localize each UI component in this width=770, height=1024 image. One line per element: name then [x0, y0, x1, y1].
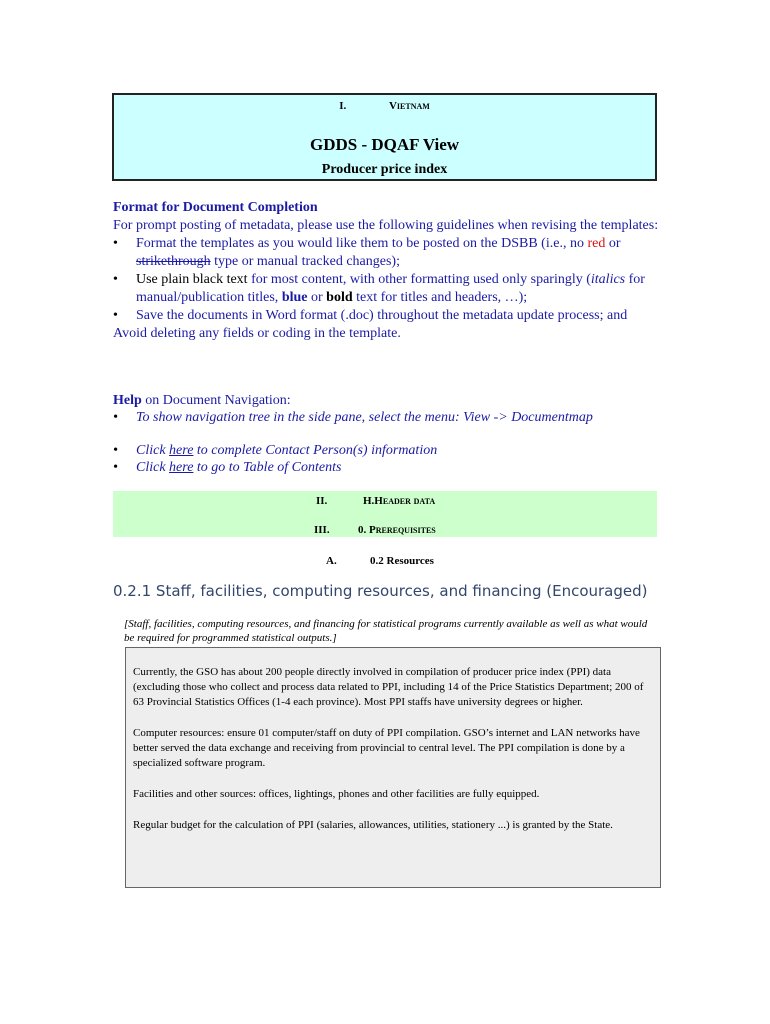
help-item-text: Click	[136, 443, 170, 458]
help-item	[113, 442, 673, 459]
subsection-title: 0.2.1 Staff, facilities, computing resources, and financing (Encouraged)	[113, 582, 648, 600]
table-of-contents-link[interactable]: here	[169, 460, 194, 475]
help-item-text: Click	[136, 460, 170, 475]
content-text-box[interactable]	[125, 647, 661, 888]
document-subtitle: Producer price index	[321, 162, 448, 177]
help-heading-text: on Document Navigation:	[141, 393, 291, 408]
document-header-box	[112, 93, 657, 181]
bullet-icon: •	[113, 236, 118, 251]
guidelines-list	[113, 235, 673, 325]
content-paragraph: Currently, the GSO has about 200 people directly involved in compilation of producer price index (PPI) data (excluding those who collect and process data related to PPI, including 14 of the Price Statistics Department; 200 of 63 Provincial Statistics Offices (1-4 each province). Most PPI staffs have university degrees or higher.	[133, 666, 644, 708]
section-title: 0. Prerequisites	[358, 524, 436, 536]
section-title: H.Header data	[363, 495, 436, 507]
strikethrough-sample-text: strikethrough	[136, 254, 211, 269]
guideline-item	[113, 235, 673, 271]
guideline-text: type or manual tracked changes);	[210, 254, 400, 269]
guidelines-title: Format for Document Completion	[113, 200, 318, 215]
section-number: III.	[314, 524, 330, 536]
document-title: GDDS - DQAF View	[309, 135, 460, 154]
help-label: Help	[113, 393, 142, 408]
guideline-text: Format the templates as you would like them to be posted on the DSBB (i.e., no	[136, 236, 588, 251]
help-item	[113, 459, 673, 476]
blue-sample-text: blue	[281, 290, 308, 305]
guidelines-intro: For prompt posting of metadata, please use the following guidelines when revising the templates:	[113, 218, 659, 233]
section-headers-box	[113, 491, 657, 537]
section-number: I.	[339, 100, 347, 112]
guideline-text: text for titles and headers, …);	[352, 290, 528, 305]
italics-sample-text: italics	[590, 272, 626, 287]
help-item	[113, 409, 673, 426]
guideline-text: Save the documents in Word format (.doc) throughout the metadata update process; and	[136, 308, 628, 323]
section-title: 0.2 Resources	[370, 555, 434, 567]
help-item-text: to go to Table of Contents	[193, 460, 342, 475]
bullet-icon: •	[113, 443, 118, 458]
navigation-help	[113, 392, 673, 476]
section-number: II.	[316, 495, 328, 507]
format-guidelines	[113, 199, 673, 343]
guideline-item	[113, 271, 673, 307]
bullet-icon: •	[113, 272, 118, 287]
content-paragraph: Computer resources: ensure 01 computer/staff on duty of PPI compilation. GSO’s internet and LAN networks have better served the data exchange and receiving from provincial to central level. The PPI compilation is done by a specialized software program.	[133, 727, 640, 769]
bullet-icon: •	[113, 410, 118, 425]
red-sample-text: red	[587, 236, 606, 251]
guidelines-outro: Avoid deleting any fields or coding in the template.	[113, 326, 401, 341]
guideline-text: for manual/publication titles,	[136, 272, 645, 305]
guideline-text: or	[605, 236, 621, 251]
plain-black-sample-text: Use plain black text	[136, 272, 248, 287]
contact-person-link[interactable]: here	[169, 443, 194, 458]
guideline-text: for most content, with other formatting used only sparingly (	[247, 272, 591, 287]
bullet-icon: •	[113, 308, 118, 323]
guideline-item	[113, 307, 673, 325]
country-name: Vietnam	[388, 100, 430, 112]
section-number: A.	[326, 555, 337, 567]
help-item-text: to complete Contact Person(s) information	[193, 443, 438, 458]
guideline-text: or	[307, 290, 327, 305]
content-paragraph: Facilities and other sources: offices, lightings, phones and other facilities are fully equipped.	[133, 788, 540, 800]
help-item-text: To show navigation tree in the side pane, select the menu: View -> Documentmap	[136, 410, 593, 425]
bold-sample-text: bold	[326, 290, 353, 305]
bullet-icon: •	[113, 460, 118, 475]
content-paragraph: Regular budget for the calculation of PPI (salaries, allowances, utilities, stationery ...) is granted by the State.	[133, 819, 613, 831]
subsection-instruction: [Staff, facilities, computing resources, and financing for statistical programs currently available as well as what would be required for programmed statistical outputs.]	[124, 618, 648, 644]
section-one-line	[114, 100, 655, 112]
help-heading	[113, 392, 673, 409]
